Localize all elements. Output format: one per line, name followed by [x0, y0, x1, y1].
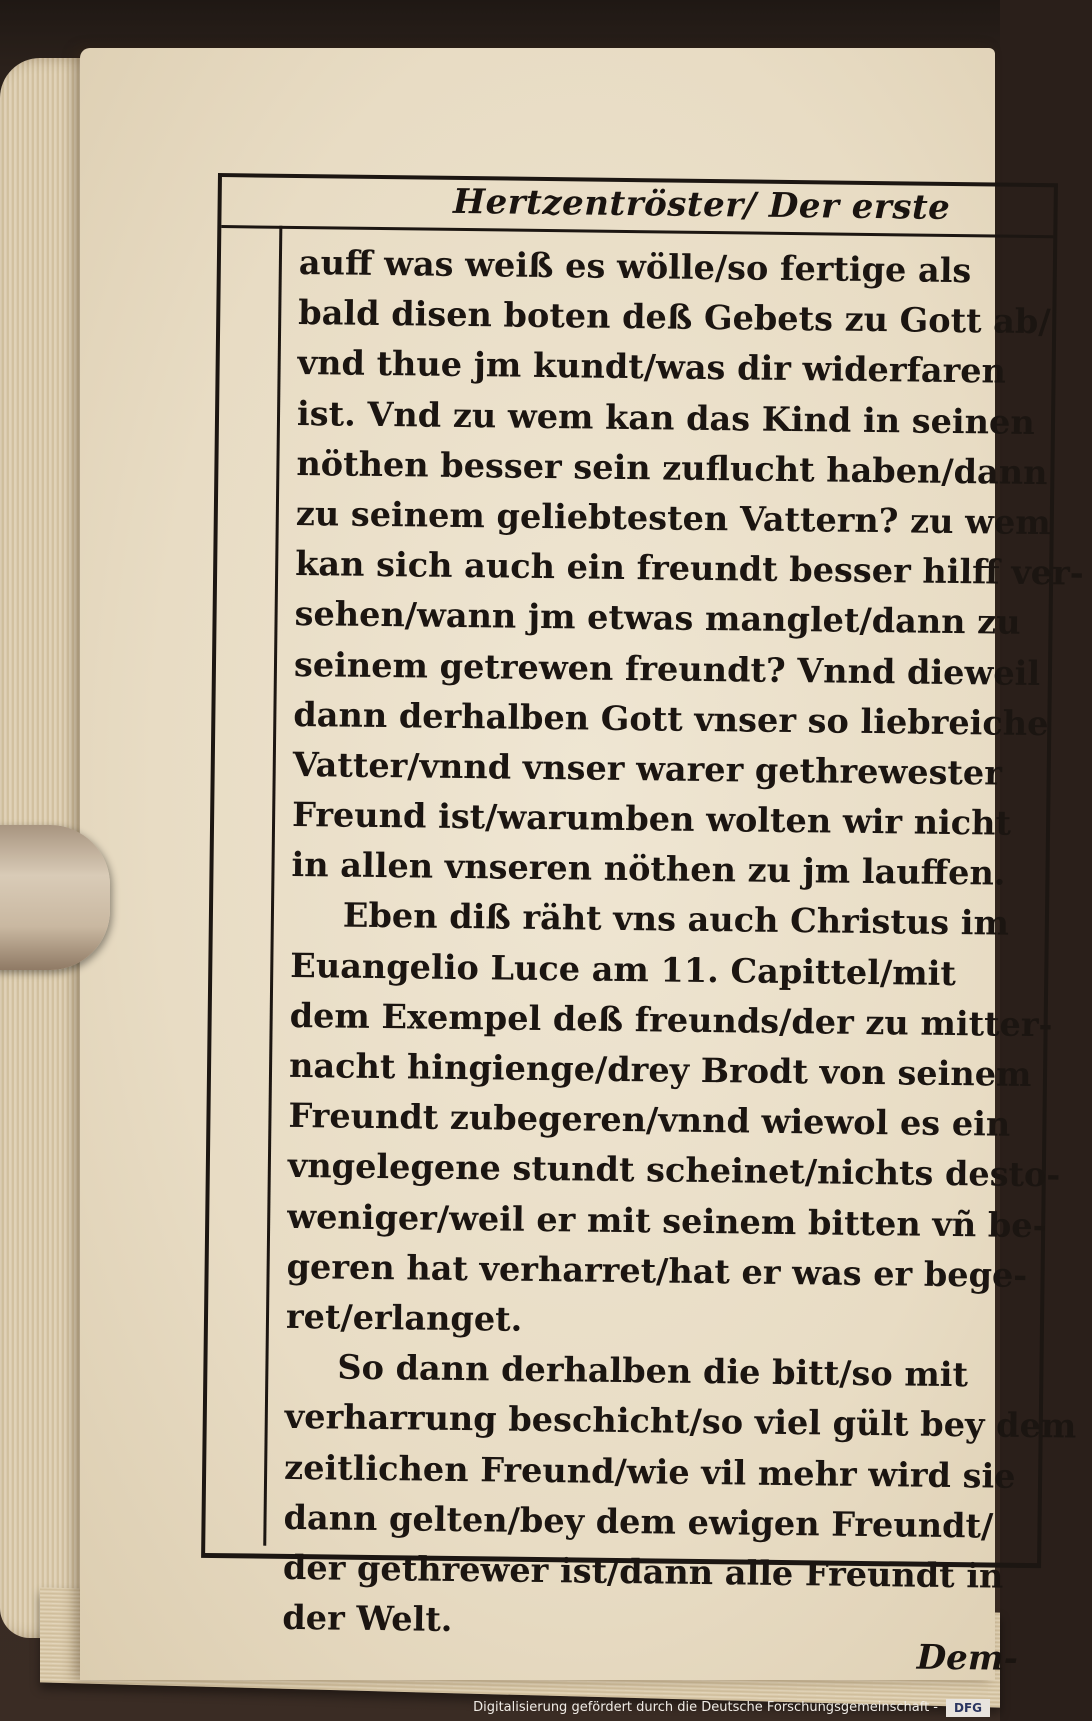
text-line: So dann derhalben die bitt/so mit	[337, 1347, 969, 1395]
catchword: Dem-	[916, 1637, 1019, 1679]
text-line: nacht hingienge/drey Brodt von seinem	[288, 1045, 1032, 1095]
text-line: dann derhalben Gott vnser so liebreiche	[293, 694, 1049, 743]
text-line: Freundt zubegeren/vnnd wiewol es ein	[288, 1096, 1011, 1144]
text-line: ret/erlanget.	[285, 1296, 523, 1339]
paragraph-1	[291, 238, 1084, 900]
text-line: der Welt.	[282, 1597, 453, 1640]
text-line: bald disen boten deß Gebets zu Gott ab/	[298, 293, 1051, 342]
text-line: weniger/weil er mit seinem bitten vñ be-	[287, 1196, 1047, 1245]
running-head: Hertzentröster/ Der erste	[452, 181, 951, 228]
text-line: vnd thue jm kundt/was dir widerfaren	[297, 343, 1007, 392]
text-frame	[201, 173, 1084, 1679]
text-line: verharrung beschicht/so viel gült bey dem	[284, 1397, 1077, 1446]
text-line: in allen vnseren nöthen zu jm lauffen.	[291, 845, 1006, 893]
text-line: auff was weiß es wölle/so fertige als	[298, 242, 972, 291]
text-line: zeitlichen Freund/wie vil mehr wird sie	[283, 1447, 1016, 1496]
text-line: dem Exempel deß freunds/der zu mitter-	[289, 995, 1053, 1045]
text-line: Freund ist/warumben wolten wir nicht	[291, 795, 1012, 843]
text-line: seinem getrewen freundt? Vnnd dieweil	[293, 644, 1041, 693]
page-clip	[0, 825, 110, 970]
paragraph-2	[285, 890, 1061, 1351]
text-line: vngelegene stundt scheinet/nichts desto-	[287, 1146, 1061, 1195]
body-text	[282, 238, 1084, 1652]
book-page	[80, 48, 1084, 1680]
text-line: nöthen besser sein zuflucht haben/dann	[296, 443, 1048, 492]
text-line: zu seinem geliebtesten Vattern? zu wem	[295, 493, 1051, 543]
text-line: sehen/wann jm etwas manglet/dann zu	[294, 594, 1021, 643]
text-line: dann gelten/bey dem ewigen Freundt/	[283, 1497, 994, 1546]
text-line: kan sich auch ein freundt besser hilff ver-	[294, 544, 1084, 593]
digitization-credit: Digitalisierung gefördert durch die Deutsche Forschungsgemeinschaft -	[473, 1700, 938, 1715]
text-line: ist. Vnd zu wem kan das Kind in seinen	[296, 393, 1035, 442]
inner-margin-rule	[263, 226, 282, 1546]
text-line: Euangelio Luce am 11. Capittel/mit	[290, 945, 957, 993]
text-line: geren hat verharret/hat er was er bege-	[286, 1246, 1028, 1295]
paragraph-3	[282, 1342, 1077, 1652]
text-line: Eben diß räht vns auch Christus im	[342, 896, 1010, 944]
dfg-logo: DFG	[946, 1699, 990, 1717]
text-line: Vatter/vnnd vnser warer gethrewester	[292, 744, 1003, 793]
text-line: der gethrewer ist/dann alle Freundt in	[282, 1547, 1004, 1596]
